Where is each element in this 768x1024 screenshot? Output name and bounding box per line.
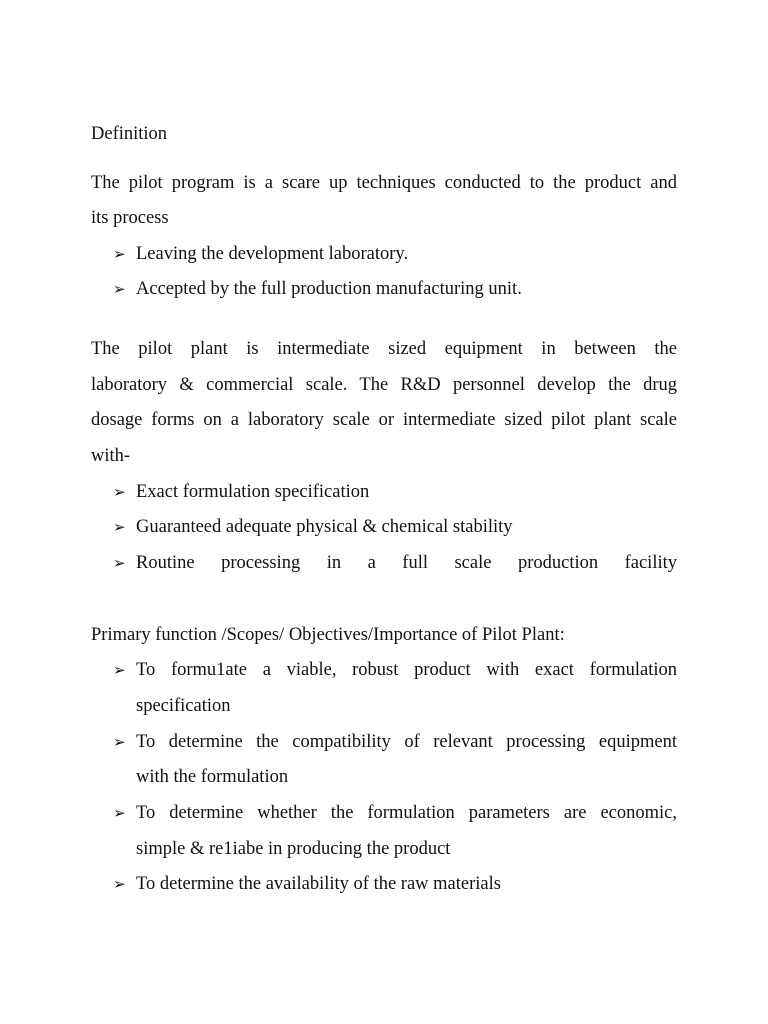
arrow-bullet-icon: ➢ (113, 483, 126, 501)
intro-bullet-2: Accepted by the full production manufacturing unit. (136, 279, 522, 299)
pilot-plant-line-4: with- (91, 446, 131, 466)
intro-line-2: its process (91, 208, 169, 228)
primary-bullet-3-line-1: To determine whether the formulation parameters are economic, (136, 803, 677, 823)
primary-bullet-4: To determine the availability of the raw materials (136, 874, 501, 894)
pilot-bullet-3: Routine processing in a full scale production facility (136, 553, 677, 573)
pilot-plant-line-2: laboratory & commercial scale. The R&D personnel develop the drug (91, 375, 677, 395)
primary-bullet-2-line-1: To determine the compatibility of relevant processing equipment (136, 732, 677, 752)
arrow-bullet-icon: ➢ (113, 554, 126, 572)
arrow-bullet-icon: ➢ (113, 875, 126, 893)
arrow-bullet-icon: ➢ (113, 733, 126, 751)
primary-bullet-1-line-1: To formu1ate a viable, robust product with exact formulation (136, 660, 677, 680)
pilot-bullet-2: Guaranteed adequate physical & chemical stability (136, 517, 513, 537)
intro-line-1: The pilot program is a scare up techniques conducted to the product and (91, 173, 677, 193)
definition-heading: Definition (91, 124, 168, 144)
primary-bullet-2-line-2: with the formulation (136, 767, 289, 787)
arrow-bullet-icon: ➢ (113, 661, 126, 679)
arrow-bullet-icon: ➢ (113, 280, 126, 298)
arrow-bullet-icon: ➢ (113, 518, 126, 536)
primary-bullet-3-line-2: simple & re1iabe in producing the product (136, 839, 451, 859)
arrow-bullet-icon: ➢ (113, 804, 126, 822)
pilot-plant-line-3: dosage forms on a laboratory scale or intermediate sized pilot plant scale (91, 410, 677, 430)
pilot-bullet-1: Exact formulation specification (136, 482, 370, 502)
arrow-bullet-icon: ➢ (113, 245, 126, 263)
pilot-plant-line-1: The pilot plant is intermediate sized equipment in between the (91, 339, 677, 359)
primary-function-heading: Primary function /Scopes/ Objectives/Importance of Pilot Plant: (91, 625, 565, 645)
intro-bullet-1: Leaving the development laboratory. (136, 244, 409, 264)
primary-bullet-1-line-2: specification (136, 696, 231, 716)
